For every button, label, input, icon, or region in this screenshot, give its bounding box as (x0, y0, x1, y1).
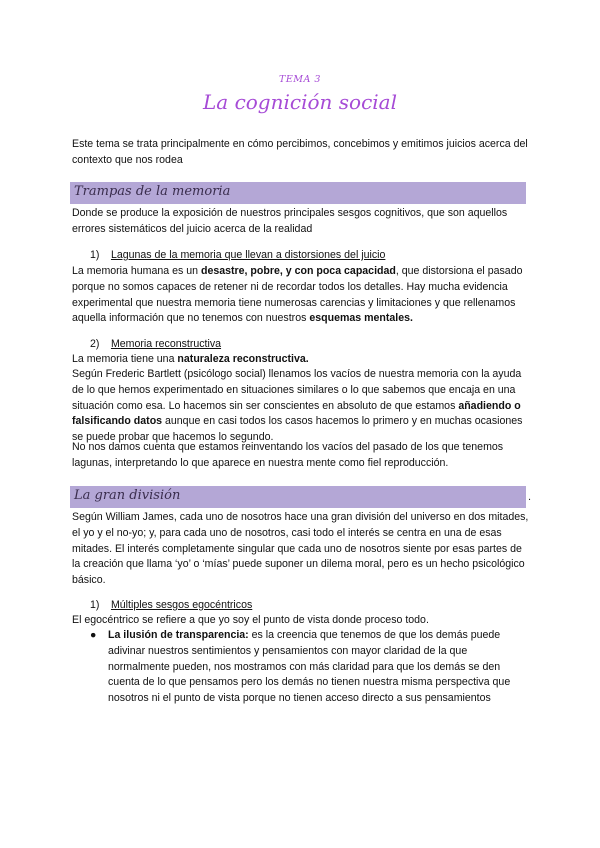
text-run: , que distorsiona el pasado porque no somos capaces de retener ni de recordar todos los detalles. Hay mucha evidencia experimental que nuestra memoria tiene numerosas carencias y limitaciones y que rellenamos aquella información que no tenemos con nuestros (72, 265, 523, 325)
bold-text: naturaleza reconstructiva. (177, 353, 309, 365)
numbered-heading (90, 337, 221, 353)
bullet-text (90, 628, 530, 707)
text-run: aunque en casi todos los casos hacemos lo primero y en muchas ocasiones se puede probar que hacemos lo segundo. (72, 415, 523, 444)
section-description: Según William James, cada uno de nosotros hace una gran división del universo en dos mitades, el yo y el no-yo; y, para cada uno de nosotros, casi todo el interés se centra en una de esas mitades. El interés completamente singular que cada uno de nosotros siente por esas partes de la creación que llama ‘yo’ o ‘mías’ puede suponer un dilema moral, pero es un hecho psicológico básico. (72, 511, 529, 587)
section-title: La gran división (74, 488, 181, 503)
bold-text: añadiendo o falsificando datos (72, 399, 521, 428)
bold-text: esquemas mentales. (309, 312, 413, 325)
page-title: La cognición social (203, 90, 397, 114)
bold-text: desastre, pobre, y con poca capacidad (200, 265, 396, 277)
text-run: La memoria tiene una (72, 353, 178, 365)
trailing-dot: . (527, 491, 531, 503)
section-header-band (70, 486, 531, 508)
numbered-heading (90, 598, 252, 614)
section-header-band (70, 182, 526, 204)
topic-number: TEMA 3 (279, 74, 321, 85)
heading-text: Lagunas de la memoria que llevan a distorsiones del juicio (110, 249, 386, 261)
heading-text: Múltiples sesgos egocéntricos (110, 599, 253, 611)
reconstructive-line (72, 352, 532, 368)
heading-number: 1) (90, 599, 100, 611)
numbered-heading (90, 248, 385, 264)
heading-number: 2) (90, 338, 100, 350)
heading-number: 1) (90, 249, 100, 261)
text-run: Según Frederic Bartlett (psicólogo social) llenamos los vacíos de nuestra memoria con la ayuda de lo que hemos experimentado en situaciones similares o lo que sabemos que encaja en una situación como esa. Lo hacemos sin ser conscientes en absoluto de que estamos (72, 368, 522, 412)
section-title: Trampas de la memoria (74, 184, 231, 199)
heading-text: Memoria reconstructiva (110, 338, 222, 350)
bullet-icon: ● (90, 629, 97, 641)
reinvention-paragraph: No nos damos cuenta que estamos reinventando los vacíos del pasado de los que tenemos lagunas, interpretando lo que aparece en nuestra mente como fiel reproducción. (72, 441, 504, 469)
egocentric-line: El egocéntrico se refiere a que yo soy el punto de vista donde proceso todo. (72, 614, 429, 626)
bold-text: La ilusión de transparencia: (108, 629, 249, 641)
intro-paragraph: Este tema se trata principalmente en cómo percibimos, concebimos y emitimos juicios acerca del contexto que nos rodea (72, 138, 528, 166)
bartlett-paragraph (72, 367, 532, 446)
memory-paragraph (72, 264, 532, 327)
text-run: es la creencia que tenemos de que los demás puede adivinar nuestros sentimientos y pensamientos con mayor claridad de la que normalmente pueden, nos mostramos con más claridad para que los demás se den cuenta de lo que pensamos pero los demás no tienen nuestra misma perspectiva que nosotros ni el punto de vista porque no tienen acceso directo a sus pensamientos (108, 629, 511, 705)
bullet-item (90, 628, 530, 707)
section-description: Donde se produce la exposición de nuestros principales sesgos cognitivos, que son aquellos errores sistemáticos del juicio acerca de la realidad (72, 207, 508, 235)
text-run: La memoria humana es un (72, 265, 201, 277)
